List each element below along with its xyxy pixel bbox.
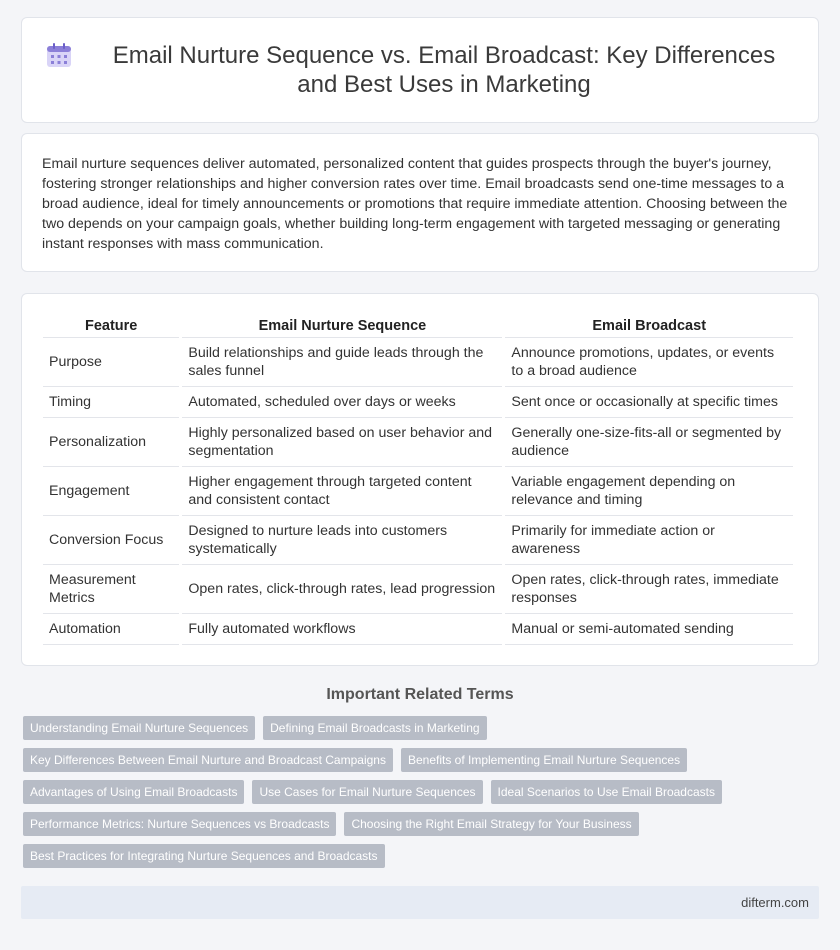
broadcast-cell: Generally one-size-fits-all or segmented by audience <box>505 418 793 467</box>
intro-paragraph: Email nurture sequences deliver automated, personalized content that guides prospects through the buyer's journey, fostering stronger relationships and higher conversion rates over time. Email broadcasts send one-time messages to a broad audience, ideal for timely announcements or promotions that require immediate attention. Choosing between the two depends on your campaign goals, whether building long-term engagement with targeted messaging or generating instant responses with mass communication. <box>42 156 788 252</box>
related-term-tag[interactable]: Ideal Scenarios to Use Email Broadcasts <box>491 780 722 804</box>
broadcast-cell: Primarily for immediate action or awareness <box>505 516 793 565</box>
page-title: Email Nurture Sequence vs. Email Broadcast: Key Differences and Best Uses in Marketing <box>112 42 776 98</box>
related-term-tag[interactable]: Key Differences Between Email Nurture and Broadcast Campaigns <box>23 748 393 772</box>
comparison-card <box>21 293 819 666</box>
feature-cell: Personalization <box>43 418 179 467</box>
feature-cell: Automation <box>43 614 179 645</box>
related-terms-title: Important Related Terms <box>326 686 514 703</box>
related-term-tag[interactable]: Choosing the Right Email Strategy for Your Business <box>344 812 638 836</box>
table-header-row <box>43 314 793 338</box>
related-term-tag[interactable]: Benefits of Implementing Email Nurture Sequences <box>401 748 687 772</box>
broadcast-cell: Open rates, click-through rates, immediate responses <box>505 565 793 614</box>
related-term-tag[interactable]: Use Cases for Email Nurture Sequences <box>252 780 482 804</box>
footer <box>21 886 819 919</box>
table-row <box>43 467 793 516</box>
footer-brand-link[interactable]: difterm.com <box>741 895 809 910</box>
calendar-icon <box>44 40 74 70</box>
related-term-tag[interactable]: Best Practices for Integrating Nurture Sequences and Broadcasts <box>23 844 385 868</box>
related-terms-tags <box>21 716 819 876</box>
column-header-broadcast: Email Broadcast <box>505 314 793 338</box>
related-terms-section <box>21 686 819 876</box>
nurture-cell: Higher engagement through targeted content and consistent contact <box>182 467 502 516</box>
table-row <box>43 565 793 614</box>
broadcast-cell: Sent once or occasionally at specific times <box>505 387 793 418</box>
nurture-cell: Automated, scheduled over days or weeks <box>182 387 502 418</box>
nurture-cell: Highly personalized based on user behavior and segmentation <box>182 418 502 467</box>
intro-card <box>21 133 819 272</box>
nurture-cell: Designed to nurture leads into customers systematically <box>182 516 502 565</box>
feature-cell: Engagement <box>43 467 179 516</box>
column-header-nurture: Email Nurture Sequence <box>182 314 502 338</box>
nurture-cell: Build relationships and guide leads through the sales funnel <box>182 338 502 387</box>
column-header-feature: Feature <box>43 314 179 338</box>
comparison-table <box>40 314 796 645</box>
related-term-tag[interactable]: Performance Metrics: Nurture Sequences vs Broadcasts <box>23 812 336 836</box>
table-row <box>43 338 793 387</box>
related-term-tag[interactable]: Understanding Email Nurture Sequences <box>23 716 255 740</box>
related-term-tag[interactable]: Advantages of Using Email Broadcasts <box>23 780 244 804</box>
nurture-cell: Open rates, click-through rates, lead progression <box>182 565 502 614</box>
feature-cell: Conversion Focus <box>43 516 179 565</box>
table-row <box>43 387 793 418</box>
table-row <box>43 418 793 467</box>
feature-cell: Purpose <box>43 338 179 387</box>
header-card <box>21 17 819 123</box>
related-term-tag[interactable]: Defining Email Broadcasts in Marketing <box>263 716 486 740</box>
nurture-cell: Fully automated workflows <box>182 614 502 645</box>
broadcast-cell: Announce promotions, updates, or events to a broad audience <box>505 338 793 387</box>
table-row <box>43 614 793 645</box>
feature-cell: Measurement Metrics <box>43 565 179 614</box>
feature-cell: Timing <box>43 387 179 418</box>
broadcast-cell: Variable engagement depending on relevance and timing <box>505 467 793 516</box>
broadcast-cell: Manual or semi-automated sending <box>505 614 793 645</box>
table-row <box>43 516 793 565</box>
